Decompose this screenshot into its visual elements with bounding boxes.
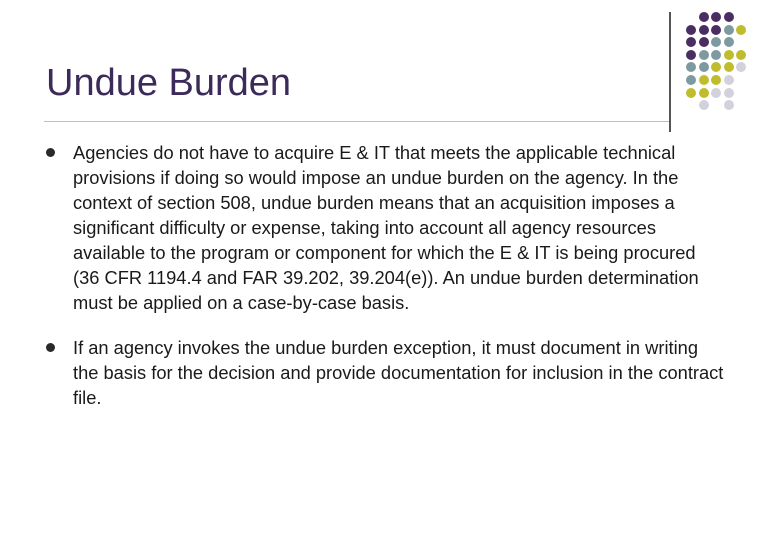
decorative-dot xyxy=(736,75,746,85)
bullet-item xyxy=(44,140,724,315)
decorative-dot xyxy=(686,100,696,110)
decorative-dot xyxy=(711,75,721,85)
decorative-dot xyxy=(711,12,721,22)
decorative-dot xyxy=(724,50,734,60)
decorative-dot xyxy=(711,25,721,35)
decorative-dot xyxy=(699,50,709,60)
bullet-icon xyxy=(46,343,55,352)
vertical-divider xyxy=(669,12,671,132)
decorative-dot xyxy=(686,25,696,35)
decorative-dot xyxy=(711,62,721,72)
decorative-dot xyxy=(711,50,721,60)
decorative-dot xyxy=(699,62,709,72)
decorative-dot xyxy=(736,25,746,35)
slide-title: Undue Burden xyxy=(46,62,292,104)
decorative-dot xyxy=(724,100,734,110)
decorative-dot xyxy=(724,62,734,72)
decorative-dot xyxy=(711,88,721,98)
bullet-text: Agencies do not have to acquire E & IT that meets the applicable technical provisions if doing so would impose an undue burden on the agency. In the context of section 508, undue burden means that an acquisition imposes a significant difficulty or expense, taking into account all agency resources available to the program or component for which the E & IT is being procured (36 CFR 1194.4 and FAR 39.202, 39.204(e)). An undue burden determination must be applied on a case-by-case basis. xyxy=(73,142,699,313)
bullet-text: If an agency invokes the undue burden exception, it must document in writing the basis for the decision and provide documentation for inclusion in the contract file. xyxy=(73,337,724,408)
decorative-dot xyxy=(699,12,709,22)
decorative-dot xyxy=(724,37,734,47)
decorative-dot xyxy=(736,88,746,98)
decorative-dot xyxy=(711,37,721,47)
decorative-dot xyxy=(736,50,746,60)
decorative-dot xyxy=(686,50,696,60)
bullet-icon xyxy=(46,148,55,157)
decorative-dot xyxy=(736,62,746,72)
decorative-dot xyxy=(686,75,696,85)
decorative-dot xyxy=(724,12,734,22)
decorative-dot xyxy=(724,25,734,35)
decorative-dot xyxy=(699,75,709,85)
decorative-dot xyxy=(699,25,709,35)
decorative-dot xyxy=(699,37,709,47)
decorative-dot xyxy=(724,88,734,98)
decorative-dot xyxy=(686,62,696,72)
title-underline xyxy=(44,121,670,122)
decorative-dot xyxy=(736,12,746,22)
dot-pattern xyxy=(686,12,749,113)
decorative-dot xyxy=(711,100,721,110)
bullet-item xyxy=(44,335,724,410)
decorative-dot xyxy=(699,88,709,98)
decorative-dot xyxy=(686,37,696,47)
decorative-dot xyxy=(736,100,746,110)
decorative-dot xyxy=(724,75,734,85)
decorative-dot xyxy=(699,100,709,110)
bullet-list xyxy=(44,140,724,430)
decorative-dot xyxy=(736,37,746,47)
decorative-dot xyxy=(686,88,696,98)
decorative-dot xyxy=(686,12,696,22)
